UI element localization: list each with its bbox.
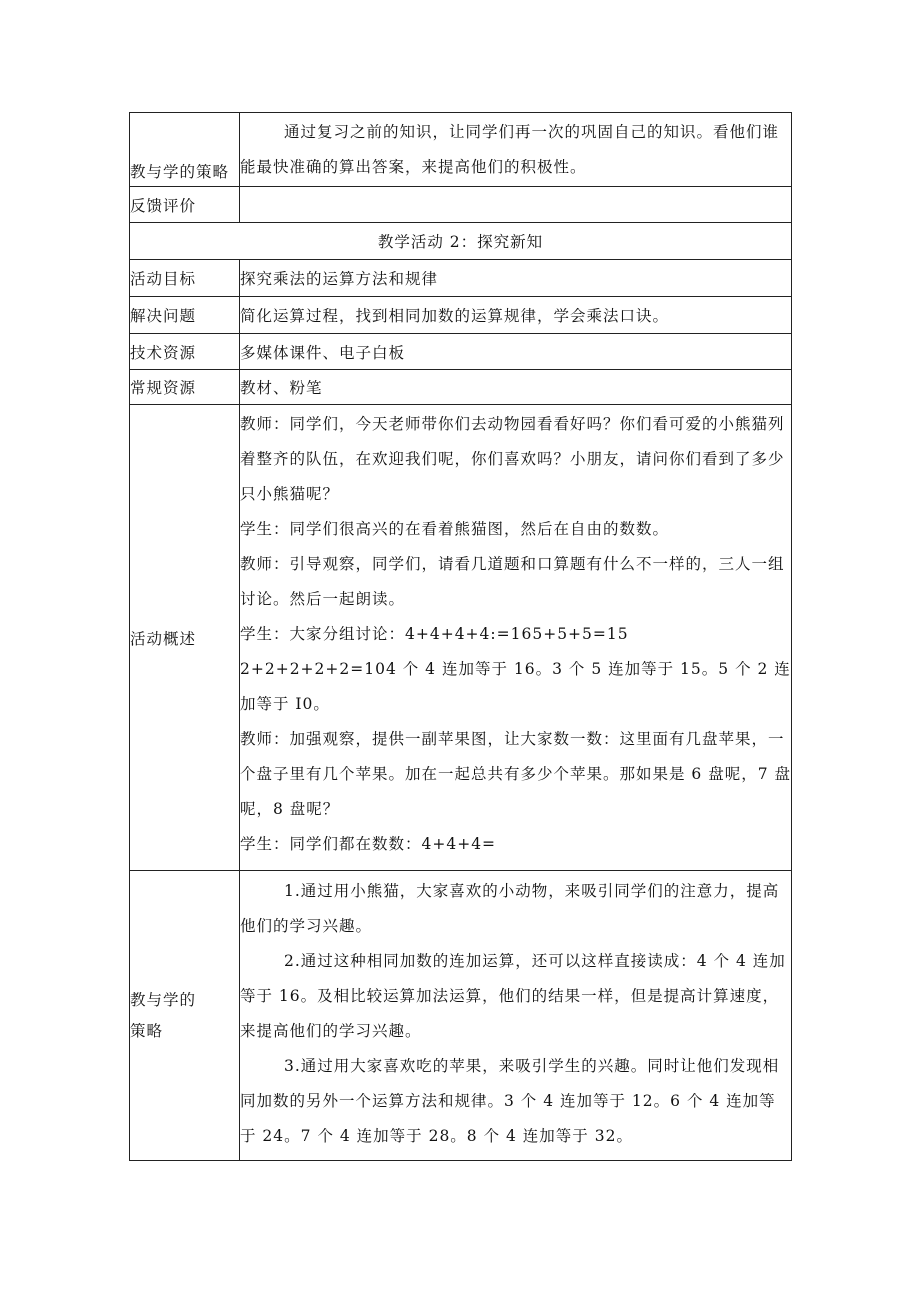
- overview-paragraph: 教师：同学们，今天老师带你们去动物园看看好吗？你们看可爱的小熊猫列着整齐的队伍，在欢迎我们呢，你们喜欢吗？小朋友，请问你们看到了多少只小熊猫呢？: [240, 415, 785, 503]
- activity-header-cell: [130, 223, 792, 260]
- goal-text: 探究乘法的运算方法和规律: [240, 270, 439, 288]
- table-row: [130, 260, 792, 297]
- strategy2-label-line1: 教与学的: [130, 990, 197, 1009]
- overview-paragraph: 2+2+2+2+2=104 个 4 连加等于 16。3 个 5 连加等于 15。5 个 2 连加等于 I0。: [240, 660, 791, 713]
- overview-paragraph: 教师：加强观察，提供一副苹果图，让大家数一数：这里面有几盘苹果，一个盘子里有几个苹果。加在一起总共有多少个苹果。那如果是 6 盘呢，7 盘呢，8 盘呢？: [240, 730, 792, 818]
- strategy-label: 教与学的策略: [130, 163, 230, 181]
- strategy2-content-cell: [240, 871, 792, 1161]
- problem-content-cell: [240, 297, 792, 334]
- goal-label-cell: [130, 260, 240, 297]
- goal-content-cell: [240, 260, 792, 297]
- feedback-label-cell: [130, 187, 240, 223]
- overview-paragraph: 教师：引导观察，同学们，请看几道题和口算题有什么不一样的，三人一组讨论。然后一起朗读。: [240, 555, 785, 608]
- problem-label-cell: [130, 297, 240, 334]
- tech-content-cell: [240, 334, 792, 370]
- normal-content-cell: [240, 370, 792, 405]
- feedback-content-cell: [240, 187, 792, 223]
- feedback-label: 反馈评价: [130, 196, 197, 215]
- strategy-label-cell: [130, 113, 240, 187]
- overview-paragraph: 学生：大家分组讨论：4+4+4+4:=165+5+5=15: [240, 625, 629, 643]
- strategy-content-cell: [240, 113, 792, 187]
- lesson-plan-table: [129, 112, 792, 1161]
- problem-label: 解决问题: [130, 307, 197, 325]
- tech-label: 技术资源: [130, 343, 197, 362]
- overview-label-cell: [130, 405, 240, 871]
- table-row: [130, 187, 792, 223]
- strategy2-label-cell: [130, 871, 240, 1161]
- overview-label: 活动概述: [130, 629, 197, 648]
- normal-label-cell: [130, 370, 240, 405]
- normal-text: 教材、粉笔: [240, 379, 323, 397]
- table-row: [130, 113, 792, 187]
- tech-label-cell: [130, 334, 240, 370]
- strategy2-paragraph: 1.通过用小熊猫，大家喜欢的小动物，来吸引同学们的注意力，提高他们的学习兴趣。: [240, 882, 780, 935]
- table-row: [130, 405, 792, 871]
- normal-label: 常规资源: [130, 379, 197, 397]
- table-row: [130, 370, 792, 405]
- goal-label: 活动目标: [130, 270, 197, 288]
- table-row: [130, 223, 792, 260]
- strategy-text: 通过复习之前的知识，让同学们再一次的巩固自己的知识。看他们谁能最快准确的算出答案，来提高他们的积极性。: [240, 122, 780, 176]
- overview-paragraph: 学生：同学们很高兴的在看着熊猫图，然后在自由的数数。: [240, 520, 670, 538]
- table-row: [130, 334, 792, 370]
- problem-text: 简化运算过程，找到相同加数的运算规律，学会乘法口诀。: [240, 307, 670, 325]
- overview-paragraph: 学生：同学们都在数数：4+4+4=: [240, 835, 497, 853]
- tech-text: 多媒体课件、电子白板: [240, 343, 406, 362]
- strategy2-paragraph: 3.通过用大家喜欢吃的苹果，来吸引学生的兴趣。同时让他们发现相同加数的另外一个运算方法和规律。3 个 4 连加等于 12。6 个 4 连加等于 24。7 个 4 连加等于 28。8 个 4 连加等于 32。: [240, 1057, 780, 1145]
- table-row: [130, 871, 792, 1161]
- strategy2-label-line2: 策略: [130, 1021, 164, 1040]
- strategy2-paragraph: 2.通过这种相同加数的连加运算，还可以这样直接读成：4 个 4 连加等于 16。及相比较运算加法运算，他们的结果一样，但是提高计算速度，来提高他们的学习兴趣。: [240, 952, 786, 1040]
- table-row: [130, 297, 792, 334]
- activity-header: 教学活动 2：探究新知: [377, 233, 544, 251]
- overview-content-cell: [240, 405, 792, 871]
